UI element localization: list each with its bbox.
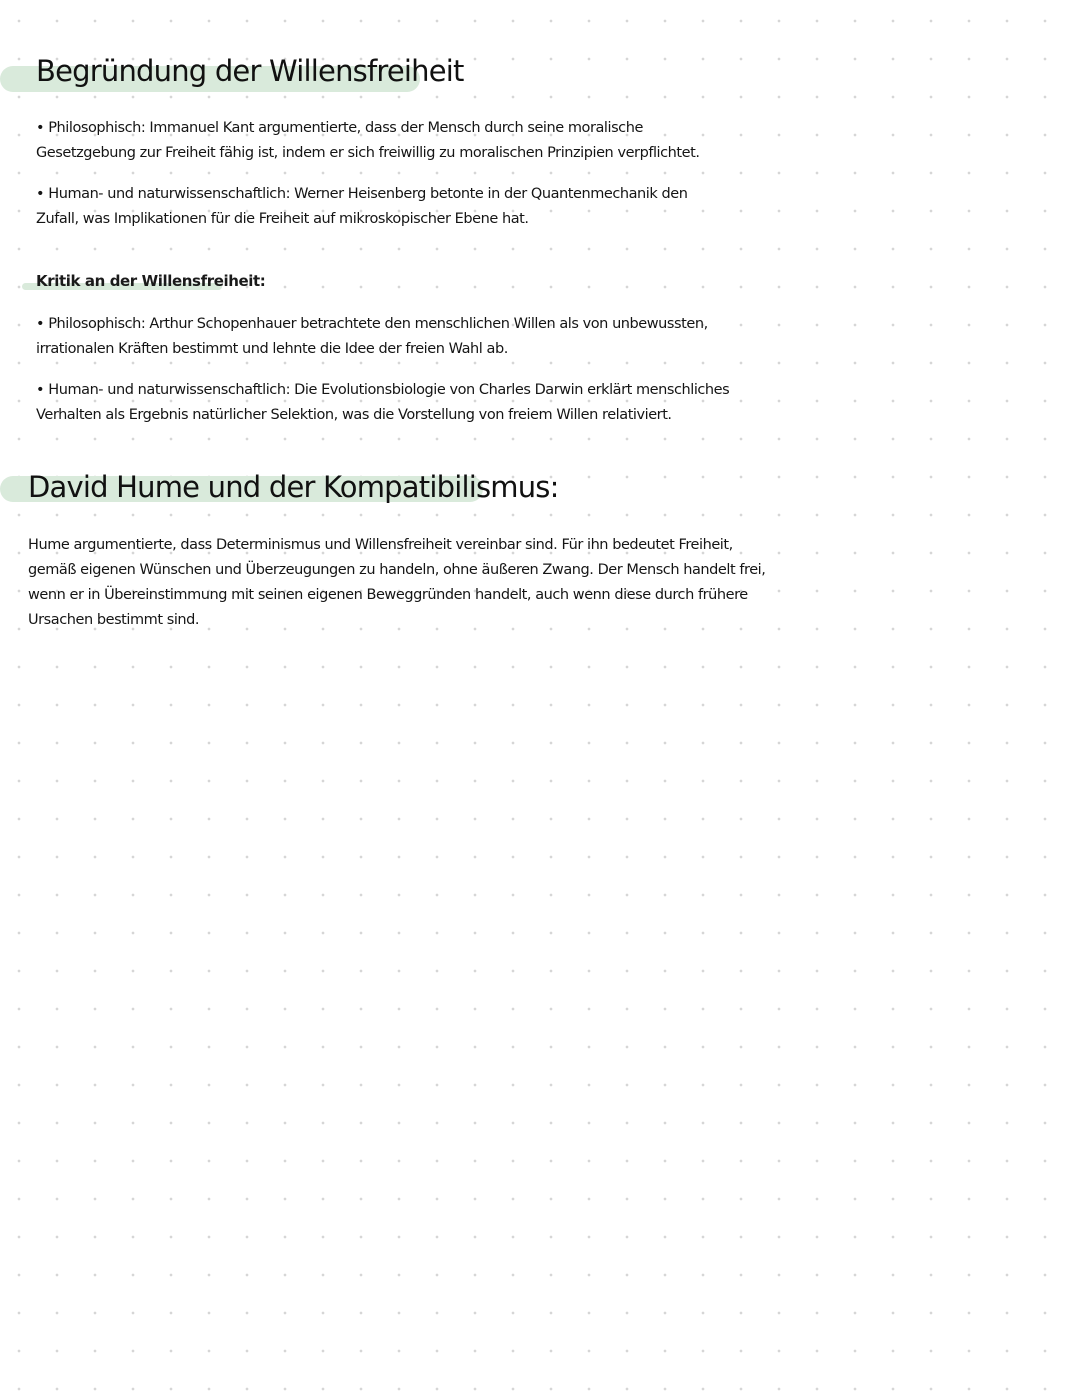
- section-heading-kritik: [0, 272, 266, 296]
- paragraph-hume-kompatibilismus: Hume argumentierte, dass Determinismus und Willensfreiheit vereinbar sind. Für ihn bedeutet Freiheit, gemäß eigenen Wünschen und Überzeugungen zu handeln, ohne äußeren Zwang. Der Mensch handelt frei, wenn er in Übereinstimmung mit seinen eigenen Beweggründen handelt, auch wenn diese durch frühere Ursachen bestimmt sind.: [28, 537, 766, 628]
- bullet-philosophisch-schopenhauer: • Philosophisch: Arthur Schopenhauer betrachtete den menschlichen Willen als von unbewussten, irrationalen Kräften bestimmt und lehnte die Idee der freien Wahl ab.: [36, 316, 708, 357]
- bullet-philosophisch-kant: • Philosophisch: Immanuel Kant argumentierte, dass der Mensch durch seine moralische Gesetzgebung zur Freiheit fähig ist, indem er sich freiwillig zu moralischen Prinzipien verpflichtet.: [36, 120, 700, 161]
- heading-text: Begründung der Willensfreiheit: [36, 54, 464, 88]
- subheading-text: Kritik an der Willensfreiheit:: [36, 272, 266, 290]
- bullet-naturwissenschaftlich-heisenberg: • Human- und naturwissenschaftlich: Werner Heisenberg betonte in der Quantenmechanik den Zufall, was Implikationen für die Freiheit auf mikroskopischer Ebene hat.: [36, 186, 688, 227]
- section-heading-begruendung: [0, 54, 464, 98]
- section-heading-hume: [0, 470, 559, 514]
- heading-text: David Hume und der Kompatibilismus:: [28, 470, 559, 504]
- bullet-naturwissenschaftlich-darwin: • Human- und naturwissenschaftlich: Die Evolutionsbiologie von Charles Darwin erklärt menschliches Verhalten als Ergebnis natürlicher Selektion, was die Vorstellung von freiem Willen relativiert.: [36, 382, 730, 423]
